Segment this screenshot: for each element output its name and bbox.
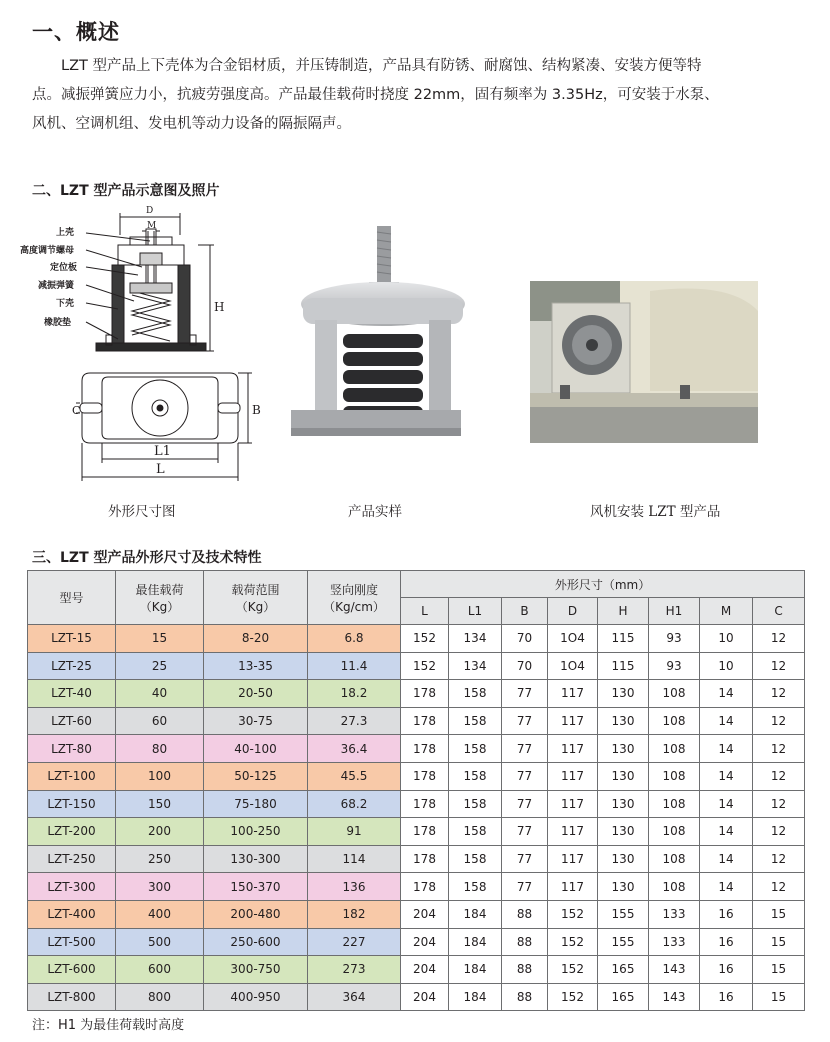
value-cell: 178 [401, 680, 449, 708]
header-dim-c: C [753, 598, 805, 625]
value-cell: 117 [548, 735, 598, 763]
value-cell: 178 [401, 790, 449, 818]
label-rubber-pad: 橡胶垫 [44, 318, 72, 328]
value-cell: 88 [502, 956, 548, 984]
spec-table-body [28, 625, 805, 1011]
table-row [28, 956, 805, 984]
header-dim-b: B [502, 598, 548, 625]
value-cell: 14 [700, 845, 753, 873]
value-cell: 80 [116, 735, 204, 763]
header-load-range: 载荷范围 （Kg） [204, 571, 308, 625]
table-row [28, 707, 805, 735]
value-cell: 130-300 [204, 845, 308, 873]
model-cell: LZT-15 [28, 625, 116, 653]
value-cell: 108 [649, 762, 700, 790]
value-cell: 77 [502, 818, 548, 846]
header-dim-l: L [401, 598, 449, 625]
value-cell: 400-950 [204, 983, 308, 1011]
value-cell: 93 [649, 652, 700, 680]
model-cell: LZT-200 [28, 818, 116, 846]
value-cell: 152 [548, 983, 598, 1011]
value-cell: 300 [116, 873, 204, 901]
value-cell: 12 [753, 680, 805, 708]
value-cell: 20-50 [204, 680, 308, 708]
caption-fan-install: 风机安装 LZT 型产品 [590, 504, 721, 520]
label-damping-spring: 减振弹簧 [38, 281, 75, 291]
value-cell: 227 [308, 928, 401, 956]
header-stiffness: 竖向刚度 （Kg/cm） [308, 571, 401, 625]
value-cell: 184 [449, 956, 502, 984]
table-row [28, 818, 805, 846]
table-row [28, 983, 805, 1011]
value-cell: 75-180 [204, 790, 308, 818]
value-cell: 178 [401, 845, 449, 873]
section-3-title: 三、LZT 型产品外形尺寸及技术特性 [32, 550, 262, 566]
dim-label-h: H [214, 300, 225, 314]
value-cell: 16 [700, 928, 753, 956]
value-cell: 200-480 [204, 900, 308, 928]
value-cell: 178 [401, 735, 449, 763]
value-cell: 108 [649, 845, 700, 873]
value-cell: 15 [116, 625, 204, 653]
value-cell: 136 [308, 873, 401, 901]
value-cell: 250-600 [204, 928, 308, 956]
value-cell: 15 [753, 956, 805, 984]
value-cell: 130 [598, 735, 649, 763]
model-cell: LZT-80 [28, 735, 116, 763]
header-rated-load: 最佳载荷 （Kg） [116, 571, 204, 625]
value-cell: 117 [548, 762, 598, 790]
model-cell: LZT-100 [28, 762, 116, 790]
value-cell: 10 [700, 625, 753, 653]
value-cell: 158 [449, 762, 502, 790]
value-cell: 204 [401, 900, 449, 928]
value-cell: 178 [401, 818, 449, 846]
header-dim-l1: L1 [449, 598, 502, 625]
value-cell: 1O4 [548, 652, 598, 680]
table-row [28, 652, 805, 680]
dim-label-l1: L1 [154, 444, 171, 459]
value-cell: 152 [401, 625, 449, 653]
value-cell: 117 [548, 707, 598, 735]
value-cell: 178 [401, 873, 449, 901]
value-cell: 152 [548, 928, 598, 956]
value-cell: 500 [116, 928, 204, 956]
model-cell: LZT-25 [28, 652, 116, 680]
value-cell: 12 [753, 735, 805, 763]
value-cell: 1O4 [548, 625, 598, 653]
value-cell: 100-250 [204, 818, 308, 846]
overview-line-2: 点。减振弹簧应力小，抗疲劳强度高。产品最佳载荷时挠度 22mm，固有频率为 3.35Hz，可安装于水泵、 [32, 87, 719, 103]
value-cell: 27.3 [308, 707, 401, 735]
value-cell: 158 [449, 707, 502, 735]
value-cell: 108 [649, 790, 700, 818]
value-cell: 16 [700, 956, 753, 984]
value-cell: 40 [116, 680, 204, 708]
value-cell: 155 [598, 900, 649, 928]
value-cell: 130 [598, 707, 649, 735]
value-cell: 130 [598, 790, 649, 818]
value-cell: 364 [308, 983, 401, 1011]
model-cell: LZT-40 [28, 680, 116, 708]
table-row [28, 735, 805, 763]
value-cell: 184 [449, 983, 502, 1011]
overview-line-1: LZT 型产品上下壳体为合金铝材质，并压铸制造，产品具有防锈、耐腐蚀、结构紧凑、安装方便等特 [61, 58, 702, 74]
value-cell: 108 [649, 735, 700, 763]
value-cell: 8-20 [204, 625, 308, 653]
table-row [28, 625, 805, 653]
value-cell: 12 [753, 818, 805, 846]
value-cell: 15 [753, 983, 805, 1011]
value-cell: 16 [700, 983, 753, 1011]
value-cell: 400 [116, 900, 204, 928]
value-cell: 108 [649, 680, 700, 708]
caption-dimension-drawing: 外形尺寸图 [108, 504, 176, 520]
value-cell: 60 [116, 707, 204, 735]
value-cell: 204 [401, 983, 449, 1011]
value-cell: 158 [449, 735, 502, 763]
value-cell: 114 [308, 845, 401, 873]
overview-line-3: 风机、空调机组、发电机等动力设备的隔振隔声。 [32, 116, 351, 132]
value-cell: 150-370 [204, 873, 308, 901]
value-cell: 88 [502, 928, 548, 956]
table-row [28, 845, 805, 873]
value-cell: 115 [598, 625, 649, 653]
value-cell: 25 [116, 652, 204, 680]
value-cell: 178 [401, 762, 449, 790]
table-row [28, 900, 805, 928]
value-cell: 178 [401, 707, 449, 735]
model-cell: LZT-60 [28, 707, 116, 735]
value-cell: 88 [502, 900, 548, 928]
value-cell: 15 [753, 928, 805, 956]
value-cell: 70 [502, 652, 548, 680]
table-row [28, 790, 805, 818]
value-cell: 143 [649, 956, 700, 984]
value-cell: 117 [548, 873, 598, 901]
value-cell: 14 [700, 873, 753, 901]
section-1-title: 一、概述 [32, 20, 120, 44]
value-cell: 77 [502, 873, 548, 901]
value-cell: 100 [116, 762, 204, 790]
value-cell: 250 [116, 845, 204, 873]
value-cell: 800 [116, 983, 204, 1011]
header-model: 型号 [28, 571, 116, 625]
section-2-title: 二、LZT 型产品示意图及照片 [32, 183, 220, 199]
model-cell: LZT-500 [28, 928, 116, 956]
value-cell: 130 [598, 845, 649, 873]
value-cell: 13-35 [204, 652, 308, 680]
value-cell: 158 [449, 845, 502, 873]
value-cell: 30-75 [204, 707, 308, 735]
value-cell: 12 [753, 790, 805, 818]
header-dim-h: H [598, 598, 649, 625]
value-cell: 152 [548, 900, 598, 928]
value-cell: 6.8 [308, 625, 401, 653]
value-cell: 14 [700, 762, 753, 790]
value-cell: 300-750 [204, 956, 308, 984]
value-cell: 117 [548, 818, 598, 846]
value-cell: 108 [649, 873, 700, 901]
spec-table [27, 570, 805, 1011]
value-cell: 12 [753, 762, 805, 790]
value-cell: 130 [598, 762, 649, 790]
value-cell: 117 [548, 680, 598, 708]
value-cell: 91 [308, 818, 401, 846]
model-cell: LZT-600 [28, 956, 116, 984]
value-cell: 165 [598, 956, 649, 984]
dim-label-c: C [72, 404, 81, 417]
value-cell: 117 [548, 845, 598, 873]
value-cell: 77 [502, 845, 548, 873]
value-cell: 70 [502, 625, 548, 653]
value-cell: 158 [449, 818, 502, 846]
fan-installation-photo [530, 281, 758, 443]
label-positioning-plate: 定位板 [50, 263, 78, 273]
value-cell: 16 [700, 900, 753, 928]
value-cell: 152 [548, 956, 598, 984]
value-cell: 184 [449, 900, 502, 928]
table-row [28, 928, 805, 956]
value-cell: 18.2 [308, 680, 401, 708]
model-cell: LZT-300 [28, 873, 116, 901]
value-cell: 77 [502, 680, 548, 708]
table-row [28, 680, 805, 708]
table-row [28, 762, 805, 790]
value-cell: 50-125 [204, 762, 308, 790]
value-cell: 40-100 [204, 735, 308, 763]
model-cell: LZT-800 [28, 983, 116, 1011]
value-cell: 77 [502, 735, 548, 763]
value-cell: 45.5 [308, 762, 401, 790]
product-photo [285, 222, 465, 440]
header-dim-m: M [700, 598, 753, 625]
value-cell: 15 [753, 900, 805, 928]
caption-product-sample: 产品实样 [348, 504, 402, 520]
header-dim-d: D [548, 598, 598, 625]
value-cell: 12 [753, 873, 805, 901]
model-cell: LZT-150 [28, 790, 116, 818]
value-cell: 77 [502, 790, 548, 818]
label-height-nut: 高度调节螺母 [20, 246, 75, 256]
value-cell: 130 [598, 680, 649, 708]
value-cell: 14 [700, 707, 753, 735]
value-cell: 130 [598, 873, 649, 901]
value-cell: 108 [649, 818, 700, 846]
value-cell: 93 [649, 625, 700, 653]
value-cell: 150 [116, 790, 204, 818]
dim-label-l: L [156, 462, 165, 477]
value-cell: 600 [116, 956, 204, 984]
value-cell: 12 [753, 652, 805, 680]
label-lower-shell: 下壳 [56, 299, 75, 309]
value-cell: 12 [753, 625, 805, 653]
header-dim-h1: H1 [649, 598, 700, 625]
value-cell: 88 [502, 983, 548, 1011]
value-cell: 77 [502, 707, 548, 735]
value-cell: 200 [116, 818, 204, 846]
value-cell: 117 [548, 790, 598, 818]
overview-paragraph [32, 52, 800, 139]
model-cell: LZT-250 [28, 845, 116, 873]
value-cell: 158 [449, 680, 502, 708]
value-cell: 11.4 [308, 652, 401, 680]
dim-label-d: D [146, 206, 154, 216]
value-cell: 273 [308, 956, 401, 984]
value-cell: 115 [598, 652, 649, 680]
value-cell: 158 [449, 790, 502, 818]
value-cell: 134 [449, 625, 502, 653]
value-cell: 36.4 [308, 735, 401, 763]
value-cell: 133 [649, 928, 700, 956]
value-cell: 10 [700, 652, 753, 680]
dim-label-m: M [147, 221, 157, 231]
value-cell: 204 [401, 956, 449, 984]
value-cell: 204 [401, 928, 449, 956]
value-cell: 14 [700, 680, 753, 708]
value-cell: 143 [649, 983, 700, 1011]
value-cell: 14 [700, 790, 753, 818]
value-cell: 77 [502, 762, 548, 790]
header-dimensions: 外形尺寸（mm） [401, 571, 805, 598]
value-cell: 134 [449, 652, 502, 680]
value-cell: 165 [598, 983, 649, 1011]
table-row [28, 873, 805, 901]
dim-label-b: B [252, 403, 261, 417]
table-note: 注：H1 为最佳荷载时高度 [32, 1018, 185, 1033]
value-cell: 152 [401, 652, 449, 680]
value-cell: 184 [449, 928, 502, 956]
value-cell: 130 [598, 818, 649, 846]
value-cell: 158 [449, 873, 502, 901]
value-cell: 108 [649, 707, 700, 735]
value-cell: 14 [700, 818, 753, 846]
label-upper-shell: 上壳 [56, 228, 75, 238]
value-cell: 155 [598, 928, 649, 956]
value-cell: 133 [649, 900, 700, 928]
model-cell: LZT-400 [28, 900, 116, 928]
value-cell: 12 [753, 845, 805, 873]
value-cell: 182 [308, 900, 401, 928]
value-cell: 14 [700, 735, 753, 763]
value-cell: 12 [753, 707, 805, 735]
value-cell: 68.2 [308, 790, 401, 818]
